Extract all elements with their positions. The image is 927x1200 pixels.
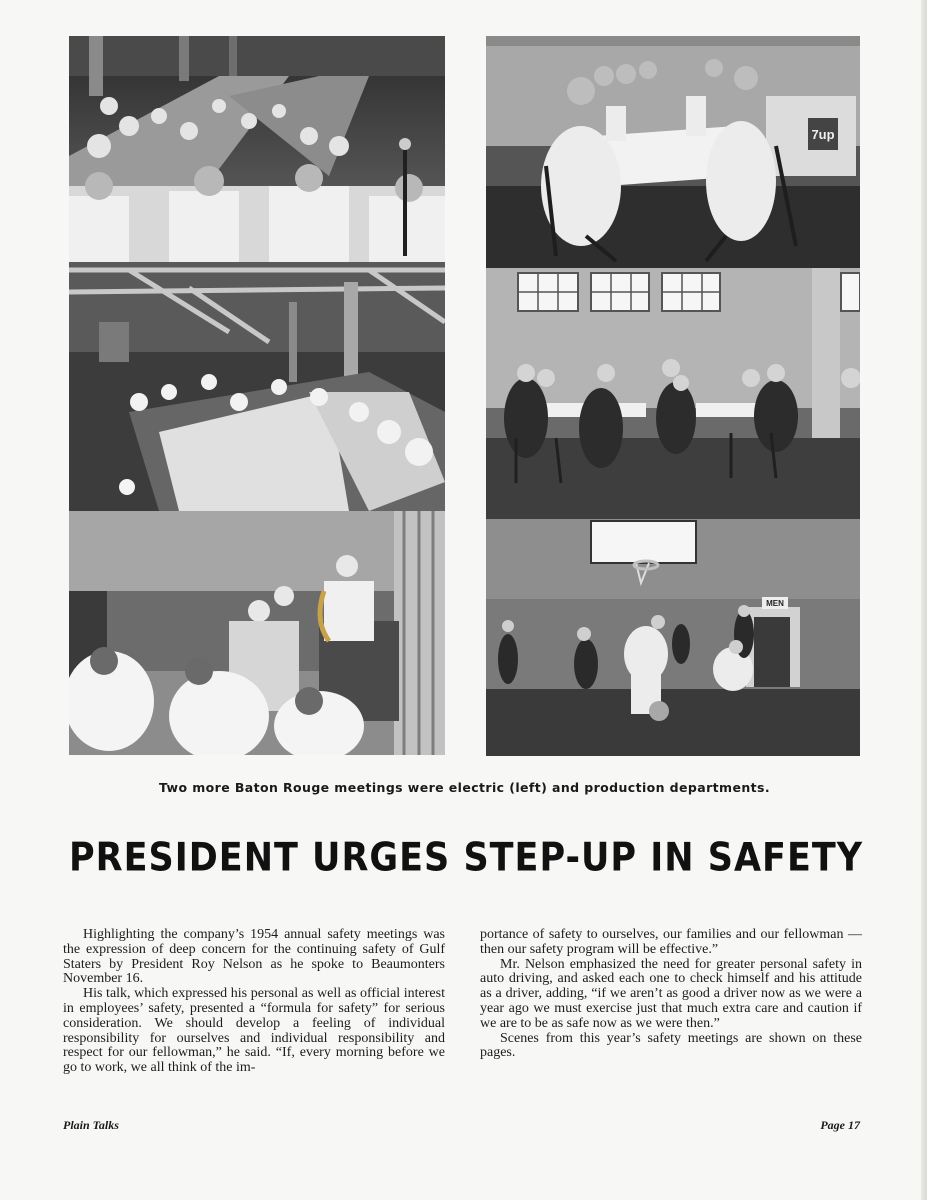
photo-caption: Two more Baton Rouge meetings were electric (left) and production departments. [158, 780, 770, 795]
article-column-right [480, 928, 862, 1061]
page-number: Page 17 [820, 1118, 860, 1132]
door-sign-text: MEN [766, 599, 784, 608]
publication-name: Plain Talks [63, 1118, 119, 1132]
bottle-sign-text: 7up [811, 127, 835, 142]
article-paragraph: Highlighting the company’s 1954 annual safety meetings was the expression of deep concern for the continuing safety of Gulf Staters by President Roy Nelson as he spoke to Beaumonters November 16. [63, 927, 445, 987]
article-paragraph: Scenes from this year’s safety meetings are shown on these pages. [480, 1030, 862, 1061]
photo-long-tables [69, 262, 445, 511]
photo-bowling [486, 519, 860, 756]
photo-band [69, 511, 445, 755]
article-paragraph-continuation: portance of safety to ourselves, our families and our fellowman — then our safety program will be effective.” [480, 927, 862, 957]
photo-gym-tables [486, 268, 860, 519]
photo-small-table [486, 36, 860, 268]
photo-banquet-hall [69, 36, 445, 262]
page-title: PRESIDENT URGES STEP-UP IN SAFETY [69, 835, 864, 881]
article-paragraph: His talk, which expressed his personal as well as official interest in employees’ safety, presented a “formula for safety” for serious consideration. We should develop a feeling of individual responsibility for ourselves and individual responsibility and respect for our fellowman,” he said. “If, every morning before we go to work, we all think of the im- [63, 986, 445, 1076]
page-edge [921, 0, 927, 1200]
article-column-left [63, 928, 445, 1076]
article-paragraph: Mr. Nelson emphasized the need for greater personal safety in auto driving, and asked each one to check himself and his attitude as a driver, adding, “if we aren’t as good a driver now as we were a year ago we must exercise just that much extra care and caution if we are to be as safe now as we were then.” [480, 956, 862, 1031]
